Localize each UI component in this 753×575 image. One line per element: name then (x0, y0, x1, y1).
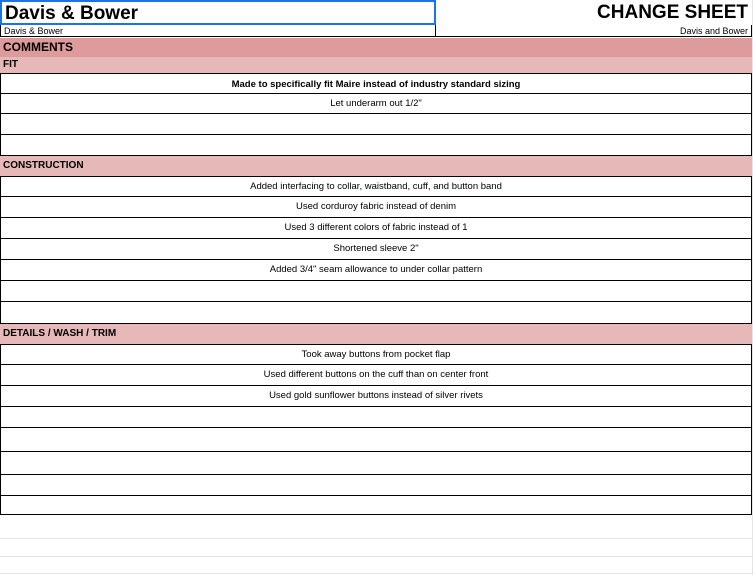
fit-row[interactable] (0, 135, 752, 156)
grid-line (0, 538, 753, 539)
title-subtitle-cell[interactable]: Davis and Bower (436, 25, 752, 37)
company-name-cell[interactable]: Davis & Bower (0, 0, 436, 25)
construction-row[interactable] (0, 281, 752, 302)
fit-row[interactable]: Made to specifically fit Maire instead of industry standard sizing (0, 73, 752, 94)
details-row[interactable] (0, 428, 752, 452)
company-subtitle-cell[interactable]: Davis & Bower (0, 25, 436, 37)
details-row[interactable]: Used different buttons on the cuff than on center front (0, 365, 752, 386)
construction-row[interactable]: Used corduroy fabric instead of denim (0, 197, 752, 218)
details-row[interactable] (0, 452, 752, 475)
sheet-title[interactable]: CHANGE SHEET (597, 2, 748, 23)
construction-section-header[interactable]: CONSTRUCTION (0, 156, 752, 176)
fit-row[interactable] (0, 114, 752, 135)
comments-header[interactable]: COMMENTS (0, 38, 752, 57)
grid-line (0, 573, 753, 574)
details-section-header[interactable]: DETAILS / WASH / TRIM (0, 324, 752, 344)
construction-row[interactable]: Used 3 different colors of fabric instead of 1 (0, 218, 752, 239)
construction-row[interactable]: Added interfacing to collar, waistband, cuff, and button band (0, 176, 752, 197)
details-row[interactable]: Used gold sunflower buttons instead of silver rivets (0, 386, 752, 407)
details-row[interactable] (0, 407, 752, 428)
construction-row[interactable]: Shortened sleeve 2" (0, 239, 752, 260)
fit-section-header[interactable]: FIT (0, 57, 752, 73)
details-row[interactable] (0, 496, 752, 515)
grid-line (0, 556, 753, 557)
construction-row[interactable]: Added 3/4" seam allowance to under collar pattern (0, 260, 752, 281)
details-row[interactable] (0, 475, 752, 496)
construction-row[interactable] (0, 302, 752, 324)
details-row[interactable]: Took away buttons from pocket flap (0, 344, 752, 365)
fit-row[interactable]: Let underarm out 1/2" (0, 94, 752, 114)
